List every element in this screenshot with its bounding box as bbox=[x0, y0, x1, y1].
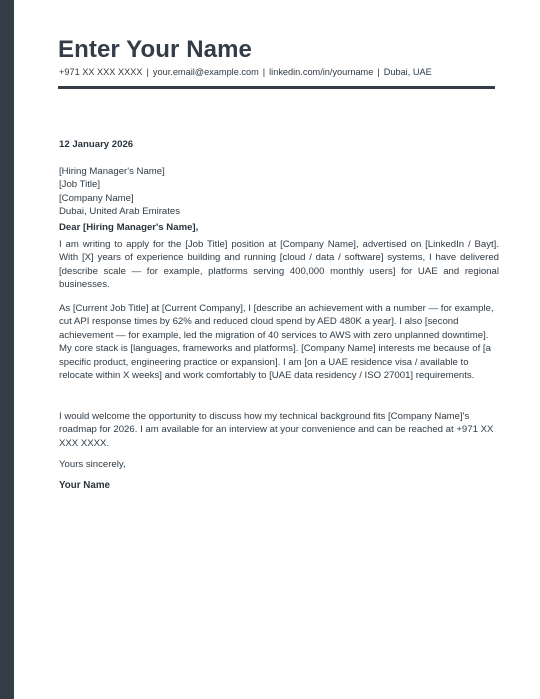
contact-phone: +971 XX XXX XXXX bbox=[59, 67, 143, 77]
signature-name: Your Name bbox=[59, 480, 110, 491]
closing-line: Yours sincerely, bbox=[59, 459, 126, 470]
contact-line bbox=[59, 67, 432, 77]
body-paragraph-experience: As [Current Job Title] at [Current Company], I [describe an achievement with a number — for example, cut API response times by 62% and reduced cloud spend by AED 480K a year]. I also [second achievement — for example, led the migration of 40 services to AWS with zero unplanned downtime]. My core stack is [languages, frameworks and platforms]. [Company Name] interests me because of [a specific product, engineering practice or expansion]. I am [on a UAE residence visa / available to relocate within X weeks] and work comfortably to [UAE data residency / ISO 27001] requirements. bbox=[59, 303, 494, 382]
recipient-company: [Company Name] bbox=[59, 192, 134, 204]
contact-email: your.email@example.com bbox=[152, 67, 259, 77]
recipient-block bbox=[59, 165, 180, 219]
salutation: Dear [Hiring Manager's Name], bbox=[59, 222, 199, 233]
header-divider bbox=[58, 86, 495, 89]
contact-separator: | bbox=[377, 67, 380, 77]
body-paragraph-closing: I would welcome the opportunity to discuss how my technical background fits [Company Name]'s roadmap for 2026. I am available for an interview at your convenience and can be reached at +971 XX XXX XXXX. bbox=[59, 411, 494, 449]
recipient-address: Dubai, United Arab Emirates bbox=[59, 206, 181, 218]
recipient-job-title: [Job Title] bbox=[59, 179, 101, 191]
left-accent-bar bbox=[0, 0, 14, 699]
contact-separator: | bbox=[146, 67, 149, 77]
recipient-manager: [Hiring Manager's Name] bbox=[59, 166, 165, 177]
letter-date: 12 January 2026 bbox=[59, 139, 134, 150]
contact-separator: | bbox=[262, 67, 266, 77]
applicant-name-heading: Enter Your Name bbox=[58, 36, 253, 63]
contact-location: Dubai, UAE bbox=[383, 67, 432, 77]
contact-linkedin: linkedin.com/in/yourname bbox=[269, 67, 374, 77]
body-paragraph-intro: I am writing to apply for the [Job Title] position at [Company Name], advertised on [LinkedIn / Bayt]. With [X] years of experience building and running [cloud / data / software] systems, I have delivered [describe scale — for example, platforms serving 400,000 monthly users] for UAE and regional businesses. bbox=[59, 239, 499, 291]
